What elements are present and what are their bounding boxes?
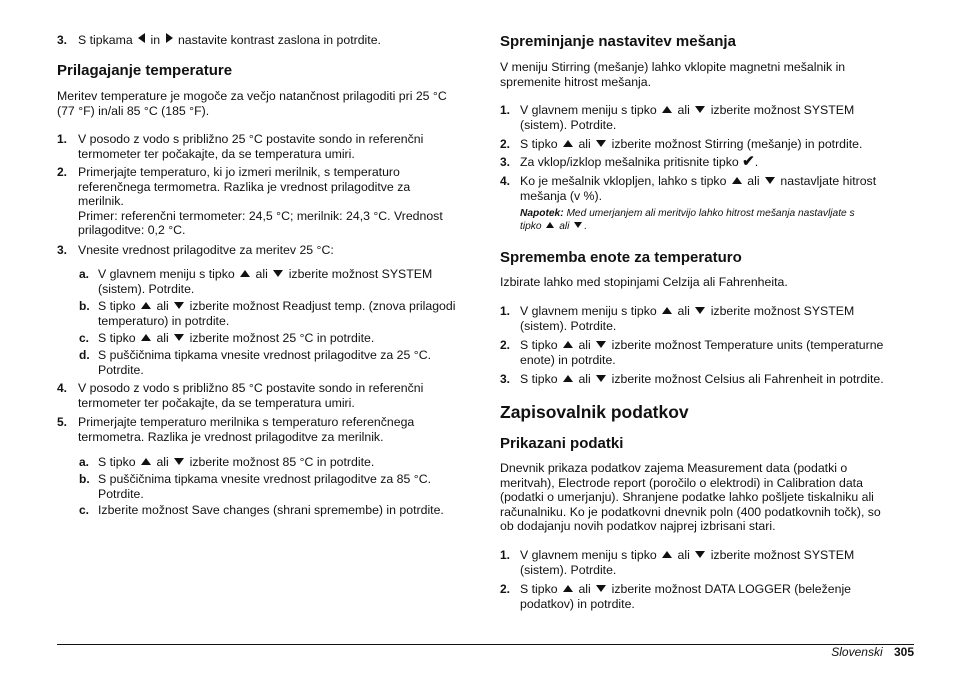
list-item [500, 304, 900, 333]
text-fragment: S tipko [98, 455, 136, 469]
text-line: termometra. Razlika je vrednost prilagoditve za merilnik. [78, 429, 384, 444]
arrow-up-icon [662, 307, 672, 314]
text-fragment: tipko [520, 220, 542, 232]
arrow-up-icon [141, 302, 151, 309]
arrow-down-icon [174, 302, 184, 309]
page-number: 305 [893, 645, 914, 659]
text-fragment: ali [156, 331, 169, 345]
text-line: (sistem). Potrdite. [98, 281, 195, 296]
text-fragment: ali [559, 220, 570, 232]
list-item [500, 103, 900, 132]
list-item [57, 415, 469, 444]
list-item [500, 548, 900, 577]
arrow-up-icon [563, 140, 573, 147]
text-fragment: V glavnem meniju s tipko [520, 548, 657, 562]
text-fragment: V glavnem meniju s tipko [520, 304, 657, 318]
text-line: V posodo z vodo s približno 85 °C postavite sondo in referenčni [78, 381, 424, 395]
step-number: 2. [57, 165, 68, 179]
arrow-up-icon [563, 585, 573, 592]
text-line: Vnesite vrednost prilagoditve za meritev 25 °C: [78, 243, 334, 257]
text-line: (podatki o umerjanju). Shranjene podatke lahko pošljete tiskalniku ali [500, 490, 874, 505]
list-item [57, 165, 469, 238]
text-fragment: S tipko [520, 372, 558, 386]
arrow-right-icon [166, 33, 173, 43]
text-fragment: izberite možnost SYSTEM [710, 304, 855, 318]
text-line: mešanja (v %). [520, 188, 603, 203]
list-item [500, 372, 900, 387]
sub-item [57, 331, 469, 346]
step-number: 4. [57, 381, 68, 395]
arrow-down-icon [574, 222, 582, 228]
text-fragment: S tipko [520, 582, 558, 596]
note [520, 208, 900, 233]
text-line: Primerjajte temperaturo, ki jo izmeri merilnik, s temperaturo [78, 165, 400, 179]
text-line: (77 °F) in/ali 85 °C (185 °F). [57, 103, 210, 118]
text-fragment: ali [677, 103, 690, 117]
contrast-step [57, 33, 469, 48]
text-fragment: izberite možnost Stirring (mešanje) in potrdite. [611, 137, 863, 151]
text-fragment: V glavnem meniju s tipko [98, 267, 235, 281]
step-number: 1. [500, 304, 511, 318]
sub-letter: d. [79, 348, 90, 362]
list-item [57, 132, 469, 161]
text-line: računalniku. Ko je podatkovni dnevnik poln (400 podatkovnih točk), so [500, 504, 881, 519]
text-line: (sistem). Potrdite. [520, 318, 617, 333]
arrow-up-icon [662, 551, 672, 558]
step-number: 3. [500, 372, 511, 386]
note-label: Napotek: [520, 208, 564, 219]
footer-language: Slovenski [831, 645, 883, 659]
sub-item [57, 472, 469, 501]
heading-temperature-unit: Sprememba enote za temperaturo [500, 249, 742, 266]
step-number: 3. [500, 155, 511, 169]
text-line: ob dodajanju novih podatkov najprej izbrisani stari. [500, 519, 776, 534]
list-item [500, 155, 900, 170]
text-fragment: Med umerjanjem ali meritvijo lahko hitrost mešanja nastavljate s [566, 208, 855, 219]
step-number: 5. [57, 415, 68, 429]
step-text: S tipkama [78, 33, 133, 47]
text-fragment: ali [578, 372, 591, 386]
text-fragment: Za vklop/izklop mešalnika pritisnite tipko [520, 155, 739, 169]
text-line: merilnik. [78, 194, 124, 209]
text-fragment: Ko je mešalnik vklopljen, lahko s tipko [520, 174, 727, 188]
sub-item [57, 503, 469, 518]
text-fragment: ali [747, 174, 760, 188]
sub-item [57, 455, 469, 470]
step-number: 1. [500, 103, 511, 117]
heading-temperature-adjust: Prilagajanje temperature [57, 62, 233, 79]
list-item [57, 381, 469, 410]
arrow-up-icon [141, 334, 151, 341]
footer-divider [57, 644, 914, 645]
sub-item [57, 267, 469, 296]
arrow-down-icon [596, 585, 606, 592]
text-fragment: S tipko [520, 338, 558, 352]
text-fragment: ali [677, 304, 690, 318]
sub-letter: c. [79, 331, 90, 345]
list-item [500, 582, 900, 611]
sub-letter: c. [79, 503, 90, 517]
text-line: V posodo z vodo s približno 25 °C postavite sondo in referenčni [78, 132, 424, 146]
arrow-down-icon [174, 334, 184, 341]
arrow-down-icon [695, 307, 705, 314]
text-fragment: izberite možnost SYSTEM [710, 103, 855, 117]
arrow-up-icon [141, 458, 151, 465]
arrow-up-icon [662, 106, 672, 113]
step-number: 2. [500, 338, 511, 352]
arrow-up-icon [563, 375, 573, 382]
text-line: meritvah), Electrode report (poročilo o elektrodi) in Calibration data [500, 475, 863, 490]
text-fragment: ali [156, 455, 169, 469]
text-line: termometer ter počakajte, da se temperatura umiri. [78, 146, 355, 161]
text-fragment: izberite možnost Celsius ali Fahrenheit in potrdite. [611, 372, 884, 386]
sub-letter: b. [79, 472, 90, 486]
text-line: enote) in potrdite. [520, 352, 616, 367]
text-line: Primerjajte temperaturo merilnika s temperaturo referenčnega [78, 415, 415, 429]
text-line: Primer: referenčni termometer: 24,5 °C; merilnik: 24,3 °C. Vrednost [78, 208, 443, 223]
sub-item [57, 299, 469, 328]
step-number: 4. [500, 174, 511, 188]
intro-paragraph [57, 89, 447, 118]
arrow-up-icon [732, 177, 742, 184]
sub-letter: b. [79, 299, 90, 313]
step-number: 3. [57, 33, 68, 47]
text-fragment: ali [578, 582, 591, 596]
text-fragment: izberite možnost 25 °C in potrdite. [189, 331, 375, 345]
text-fragment: izberite možnost DATA LOGGER (beleženje [611, 582, 852, 596]
arrow-down-icon [765, 177, 775, 184]
list-item [500, 338, 900, 367]
arrow-down-icon [273, 270, 283, 277]
text-line: V meniju Stirring (mešanje) lahko vklopite magnetni mešalnik in [500, 60, 846, 74]
text-fragment: ali [255, 267, 268, 281]
text-fragment: izberite možnost 85 °C in potrdite. [189, 455, 375, 469]
text-line: spremenite hitrost mešanja. [500, 74, 652, 89]
text-line: Izbirate lahko med stopinjami Celzija ali Fahrenheita. [500, 275, 788, 289]
step-number: 2. [500, 137, 511, 151]
text-line: Potrdite. [98, 486, 144, 501]
arrow-down-icon [695, 106, 705, 113]
text-line: (sistem). Potrdite. [520, 117, 617, 132]
arrow-up-icon [240, 270, 250, 277]
sub-letter: a. [79, 267, 90, 281]
step-number: 3. [57, 243, 68, 257]
page-footer [831, 645, 914, 659]
text-fragment: ali [578, 137, 591, 151]
text-fragment: izberite možnost SYSTEM [710, 548, 855, 562]
text-line: termometer ter počakajte, da se temperatura umiri. [78, 395, 355, 410]
text-line: S puščičnima tipkama vnesite vrednost prilagoditve za 25 °C. [98, 348, 431, 362]
text-line: Meritev temperature je mogoče za večjo natančnost prilagoditi pri 25 °C [57, 89, 447, 103]
text-fragment: S tipko [520, 137, 558, 151]
text-fragment: nastavljate hitrost [780, 174, 877, 188]
text-fragment: ali [677, 548, 690, 562]
text-fragment: V glavnem meniju s tipko [520, 103, 657, 117]
step-text: in [150, 33, 161, 47]
step-number: 1. [57, 132, 68, 146]
text-fragment: . [584, 220, 588, 232]
text-fragment: izberite možnost Readjust temp. (znova prilagodi [189, 299, 456, 313]
list-item [500, 174, 900, 203]
arrow-down-icon [695, 551, 705, 558]
text-line: podatkov) in potrdite. [520, 596, 635, 611]
text-fragment: izberite možnost Temperature units (temperaturne [611, 338, 884, 352]
heading-data-logger: Zapisovalnik podatkov [500, 402, 689, 422]
displayed-data-paragraph [500, 461, 881, 534]
text-line: prilagoditve: 0,2 °C. [78, 223, 186, 238]
text-line: Dnevnik prikaza podatkov zajema Measurement data (podatki o [500, 461, 848, 475]
step-number: 2. [500, 582, 511, 596]
list-item [57, 243, 469, 258]
checkmark-icon: ✔ [742, 153, 755, 170]
text-line: temperaturo) in potrdite. [98, 313, 230, 328]
arrow-down-icon [174, 458, 184, 465]
stir-intro [500, 60, 845, 89]
step-text: nastavite kontrast zaslona in potrdite. [177, 33, 381, 47]
sub-letter: a. [79, 455, 90, 469]
text-line: referenčnega termometra. Razlika je vrednost prilagoditve za [78, 179, 411, 194]
arrow-down-icon [596, 375, 606, 382]
text-fragment: . [754, 155, 759, 169]
arrow-up-icon [563, 341, 573, 348]
text-line: (sistem). Potrdite. [520, 562, 617, 577]
arrow-left-icon [138, 33, 145, 43]
arrow-down-icon [596, 140, 606, 147]
heading-displayed-data: Prikazani podatki [500, 435, 624, 452]
text-line: Potrdite. [98, 362, 144, 377]
text-fragment: S tipko [98, 299, 136, 313]
text-fragment: ali [578, 338, 591, 352]
text-line: S puščičnima tipkama vnesite vrednost prilagoditve za 85 °C. [98, 472, 431, 486]
list-item [500, 137, 900, 152]
step-number: 1. [500, 548, 511, 562]
text-fragment: S tipko [98, 331, 136, 345]
text-line: Izberite možnost Save changes (shrani spremembe) in potrdite. [98, 503, 444, 517]
arrow-down-icon [596, 341, 606, 348]
arrow-up-icon [546, 222, 554, 228]
text-fragment: ali [156, 299, 169, 313]
sub-item [57, 348, 469, 377]
heading-stirring: Spreminjanje nastavitev mešanja [500, 33, 736, 50]
text-fragment: izberite možnost SYSTEM [288, 267, 433, 281]
